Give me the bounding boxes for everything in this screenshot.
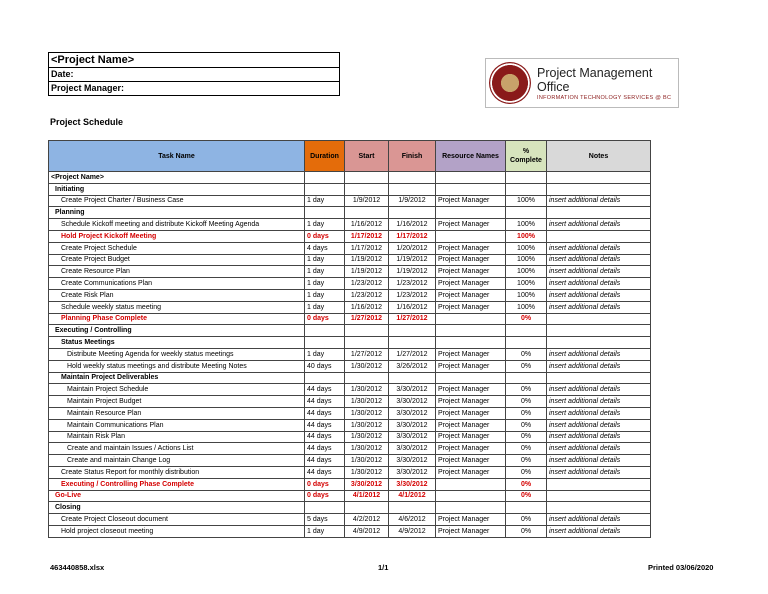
cell-finish[interactable]: 1/19/2012	[389, 254, 436, 266]
cell-start[interactable]: 4/1/2012	[345, 490, 389, 502]
cell-notes[interactable]	[547, 183, 651, 195]
cell-notes[interactable]	[547, 372, 651, 384]
cell-start[interactable]: 1/23/2012	[345, 278, 389, 290]
table-row[interactable]	[49, 360, 651, 372]
cell-task-name[interactable]: Distribute Meeting Agenda for weekly status meetings	[49, 348, 305, 360]
cell-percent-complete[interactable]	[506, 325, 547, 337]
cell-percent-complete[interactable]: 0%	[506, 396, 547, 408]
cell-start[interactable]: 1/23/2012	[345, 289, 389, 301]
cell-duration[interactable]: 44 days	[305, 455, 345, 467]
cell-resource[interactable]: Project Manager	[436, 360, 506, 372]
cell-resource[interactable]: Project Manager	[436, 455, 506, 467]
cell-notes[interactable]	[547, 478, 651, 490]
cell-duration[interactable]	[305, 502, 345, 514]
cell-start[interactable]: 1/30/2012	[345, 443, 389, 455]
cell-duration[interactable]: 1 day	[305, 348, 345, 360]
cell-task-name[interactable]: Create Project Closeout document	[49, 514, 305, 526]
cell-duration[interactable]: 44 days	[305, 431, 345, 443]
cell-notes[interactable]: insert additional details	[547, 419, 651, 431]
cell-start[interactable]: 1/16/2012	[345, 301, 389, 313]
cell-duration[interactable]	[305, 172, 345, 184]
cell-resource[interactable]: Project Manager	[436, 348, 506, 360]
cell-notes[interactable]	[547, 490, 651, 502]
cell-finish[interactable]: 1/16/2012	[389, 219, 436, 231]
cell-start[interactable]: 1/27/2012	[345, 348, 389, 360]
cell-duration[interactable]: 44 days	[305, 443, 345, 455]
cell-percent-complete[interactable]: 0%	[506, 431, 547, 443]
col-start[interactable]: Start	[345, 141, 389, 172]
cell-duration[interactable]: 44 days	[305, 384, 345, 396]
cell-finish[interactable]: 1/23/2012	[389, 278, 436, 290]
cell-notes[interactable]: insert additional details	[547, 396, 651, 408]
cell-notes[interactable]: insert additional details	[547, 289, 651, 301]
cell-finish[interactable]	[389, 183, 436, 195]
project-manager-field: Project Manager:	[51, 83, 125, 93]
cell-start[interactable]: 1/27/2012	[345, 313, 389, 325]
cell-duration[interactable]: 40 days	[305, 360, 345, 372]
cell-task-name[interactable]: Create and maintain Change Log	[49, 455, 305, 467]
table-row[interactable]	[49, 455, 651, 467]
cell-percent-complete[interactable]: 0%	[506, 419, 547, 431]
table-row[interactable]	[49, 301, 651, 313]
cell-finish[interactable]: 3/30/2012	[389, 384, 436, 396]
cell-duration[interactable]	[305, 207, 345, 219]
cell-start[interactable]: 1/30/2012	[345, 455, 389, 467]
date-field: Date:	[49, 68, 339, 82]
cell-resource[interactable]: Project Manager	[436, 525, 506, 537]
table-row[interactable]	[49, 419, 651, 431]
cell-finish[interactable]	[389, 372, 436, 384]
table-row[interactable]	[49, 278, 651, 290]
cell-percent-complete[interactable]: 100%	[506, 301, 547, 313]
table-row[interactable]	[49, 478, 651, 490]
schedule-title: Project Schedule	[50, 117, 124, 127]
cell-percent-complete[interactable]: 100%	[506, 219, 547, 231]
cell-duration[interactable]	[305, 183, 345, 195]
table-row[interactable]	[49, 207, 651, 219]
cell-duration[interactable]: 44 days	[305, 407, 345, 419]
cell-percent-complete[interactable]: 100%	[506, 254, 547, 266]
cell-notes[interactable]	[547, 313, 651, 325]
col-percent-complete[interactable]: % Complete	[506, 141, 547, 172]
cell-notes[interactable]: insert additional details	[547, 301, 651, 313]
cell-duration[interactable]	[305, 372, 345, 384]
cell-percent-complete[interactable]: 0%	[506, 313, 547, 325]
cell-percent-complete[interactable]	[506, 183, 547, 195]
cell-notes[interactable]: insert additional details	[547, 525, 651, 537]
cell-start[interactable]: 1/19/2012	[345, 266, 389, 278]
cell-notes[interactable]: insert additional details	[547, 254, 651, 266]
cell-notes[interactable]	[547, 502, 651, 514]
cell-duration[interactable]: 1 day	[305, 219, 345, 231]
cell-start[interactable]	[345, 372, 389, 384]
cell-percent-complete[interactable]: 100%	[506, 289, 547, 301]
cell-notes[interactable]: insert additional details	[547, 348, 651, 360]
cell-task-name[interactable]: Go-Live	[49, 490, 305, 502]
pmo-logo	[485, 58, 679, 108]
cell-start[interactable]: 1/30/2012	[345, 360, 389, 372]
table-row[interactable]	[49, 183, 651, 195]
cell-start[interactable]: 1/9/2012	[345, 195, 389, 207]
table-row[interactable]	[49, 195, 651, 207]
cell-duration[interactable]: 1 day	[305, 195, 345, 207]
cell-task-name[interactable]: Maintain Resource Plan	[49, 407, 305, 419]
cell-task-name[interactable]: Create Project Charter / Business Case	[49, 195, 305, 207]
cell-duration[interactable]: 5 days	[305, 514, 345, 526]
cell-task-name[interactable]: Status Meetings	[49, 337, 305, 349]
cell-task-name[interactable]: Create Project Budget	[49, 254, 305, 266]
cell-task-name[interactable]: Create and maintain Issues / Actions List	[49, 443, 305, 455]
cell-task-name[interactable]: Create Resource Plan	[49, 266, 305, 278]
table-row[interactable]	[49, 431, 651, 443]
cell-percent-complete[interactable]: 0%	[506, 455, 547, 467]
table-row[interactable]	[49, 502, 651, 514]
cell-task-name[interactable]: Planning	[49, 207, 305, 219]
cell-notes[interactable]: insert additional details	[547, 443, 651, 455]
cell-finish[interactable]	[389, 337, 436, 349]
cell-resource[interactable]	[436, 502, 506, 514]
table-row[interactable]	[49, 466, 651, 478]
cell-finish[interactable]: 4/1/2012	[389, 490, 436, 502]
col-finish[interactable]: Finish	[389, 141, 436, 172]
cell-percent-complete[interactable]	[506, 502, 547, 514]
cell-task-name[interactable]: Maintain Project Schedule	[49, 384, 305, 396]
project-name-field: <Project Name>	[49, 53, 339, 68]
table-row[interactable]	[49, 254, 651, 266]
cell-resource[interactable]: Project Manager	[436, 443, 506, 455]
logo-subtitle: INFORMATION TECHNOLOGY SERVICES @ BC	[537, 94, 672, 101]
cell-duration[interactable]: 0 days	[305, 230, 345, 242]
cell-finish[interactable]: 1/23/2012	[389, 289, 436, 301]
cell-start[interactable]: 4/9/2012	[345, 525, 389, 537]
footer-printed-date: Printed 03/06/2020	[648, 563, 714, 572]
cell-notes[interactable]: insert additional details	[547, 431, 651, 443]
cell-notes[interactable]: insert additional details	[547, 266, 651, 278]
cell-resource[interactable]	[436, 490, 506, 502]
cell-start[interactable]: 1/30/2012	[345, 384, 389, 396]
cell-task-name[interactable]: Initiating	[49, 183, 305, 195]
cell-task-name[interactable]: Hold weekly status meetings and distribute Meeting Notes	[49, 360, 305, 372]
cell-percent-complete[interactable]: 0%	[506, 443, 547, 455]
cell-duration[interactable]: 1 day	[305, 289, 345, 301]
cell-resource[interactable]: Project Manager	[436, 242, 506, 254]
cell-duration[interactable]: 1 day	[305, 254, 345, 266]
cell-start[interactable]: 1/17/2012	[345, 230, 389, 242]
cell-start[interactable]	[345, 325, 389, 337]
cell-task-name[interactable]: Hold project closeout meeting	[49, 525, 305, 537]
table-row[interactable]	[49, 372, 651, 384]
cell-start[interactable]: 1/30/2012	[345, 431, 389, 443]
cell-start[interactable]	[345, 183, 389, 195]
cell-resource[interactable]: Project Manager	[436, 301, 506, 313]
cell-resource[interactable]: Project Manager	[436, 278, 506, 290]
cell-notes[interactable]: insert additional details	[547, 219, 651, 231]
cell-percent-complete[interactable]: 100%	[506, 242, 547, 254]
cell-task-name[interactable]: Maintain Project Deliverables	[49, 372, 305, 384]
table-row[interactable]	[49, 289, 651, 301]
cell-finish[interactable]: 3/30/2012	[389, 407, 436, 419]
cell-notes[interactable]: insert additional details	[547, 278, 651, 290]
cell-duration[interactable]: 0 days	[305, 478, 345, 490]
cell-finish[interactable]: 1/16/2012	[389, 301, 436, 313]
cell-percent-complete[interactable]: 0%	[506, 525, 547, 537]
cell-start[interactable]	[345, 502, 389, 514]
cell-task-name[interactable]: <Project Name>	[49, 172, 305, 184]
cell-task-name[interactable]: Create Risk Plan	[49, 289, 305, 301]
cell-duration[interactable]	[305, 325, 345, 337]
cell-notes[interactable]	[547, 172, 651, 184]
cell-duration[interactable]	[305, 337, 345, 349]
cell-task-name[interactable]: Executing / Controlling	[49, 325, 305, 337]
cell-notes[interactable]	[547, 325, 651, 337]
cell-percent-complete[interactable]	[506, 172, 547, 184]
table-row[interactable]	[49, 172, 651, 184]
cell-resource[interactable]: Project Manager	[436, 384, 506, 396]
cell-task-name[interactable]: Maintain Risk Plan	[49, 431, 305, 443]
cell-notes[interactable]: insert additional details	[547, 407, 651, 419]
cell-notes[interactable]: insert additional details	[547, 455, 651, 467]
cell-duration[interactable]: 1 day	[305, 278, 345, 290]
cell-resource[interactable]: Project Manager	[436, 254, 506, 266]
cell-finish[interactable]: 3/30/2012	[389, 455, 436, 467]
cell-finish[interactable]: 3/30/2012	[389, 396, 436, 408]
cell-notes[interactable]: insert additional details	[547, 384, 651, 396]
cell-notes[interactable]: insert additional details	[547, 195, 651, 207]
cell-finish[interactable]: 3/30/2012	[389, 419, 436, 431]
college-seal-icon	[489, 62, 531, 104]
col-task-name[interactable]: Task Name	[49, 141, 305, 172]
cell-notes[interactable]	[547, 230, 651, 242]
cell-start[interactable]: 4/2/2012	[345, 514, 389, 526]
table-row[interactable]	[49, 348, 651, 360]
cell-resource[interactable]	[436, 325, 506, 337]
cell-duration[interactable]: 44 days	[305, 419, 345, 431]
cell-resource[interactable]: Project Manager	[436, 266, 506, 278]
cell-resource[interactable]: Project Manager	[436, 431, 506, 443]
table-row[interactable]	[49, 443, 651, 455]
cell-finish[interactable]: 1/19/2012	[389, 266, 436, 278]
table-row[interactable]	[49, 407, 651, 419]
cell-notes[interactable]	[547, 337, 651, 349]
cell-task-name[interactable]: Schedule weekly status meeting	[49, 301, 305, 313]
cell-resource[interactable]	[436, 183, 506, 195]
cell-resource[interactable]	[436, 172, 506, 184]
table-row[interactable]	[49, 514, 651, 526]
table-row[interactable]	[49, 396, 651, 408]
cell-start[interactable]: 1/17/2012	[345, 242, 389, 254]
table-row[interactable]	[49, 525, 651, 537]
cell-finish[interactable]: 3/30/2012	[389, 478, 436, 490]
col-duration[interactable]: Duration	[305, 141, 345, 172]
cell-resource[interactable]	[436, 372, 506, 384]
cell-duration[interactable]: 1 day	[305, 525, 345, 537]
footer-page: 1/1	[378, 563, 389, 572]
cell-task-name[interactable]: Schedule Kickoff meeting and distribute Kickoff Meeting Agenda	[49, 219, 305, 231]
cell-start[interactable]: 3/30/2012	[345, 478, 389, 490]
table-row[interactable]	[49, 490, 651, 502]
cell-start[interactable]: 1/30/2012	[345, 396, 389, 408]
cell-start[interactable]	[345, 207, 389, 219]
cell-percent-complete[interactable]	[506, 207, 547, 219]
cell-finish[interactable]	[389, 502, 436, 514]
project-info-box	[48, 52, 340, 96]
cell-resource[interactable]	[436, 230, 506, 242]
cell-task-name[interactable]: Create Project Schedule	[49, 242, 305, 254]
cell-notes[interactable]: insert additional details	[547, 242, 651, 254]
cell-notes[interactable]: insert additional details	[547, 514, 651, 526]
cell-resource[interactable]	[436, 337, 506, 349]
cell-finish[interactable]: 4/9/2012	[389, 525, 436, 537]
cell-percent-complete[interactable]: 0%	[506, 360, 547, 372]
cell-percent-complete[interactable]: 0%	[506, 407, 547, 419]
cell-task-name[interactable]: Maintain Project Budget	[49, 396, 305, 408]
table-row[interactable]	[49, 313, 651, 325]
cell-finish[interactable]	[389, 172, 436, 184]
cell-start[interactable]: 1/19/2012	[345, 254, 389, 266]
cell-finish[interactable]: 1/20/2012	[389, 242, 436, 254]
cell-notes[interactable]	[547, 207, 651, 219]
cell-task-name[interactable]: Hold Project Kickoff Meeting	[49, 230, 305, 242]
cell-finish[interactable]: 3/30/2012	[389, 443, 436, 455]
table-row[interactable]	[49, 242, 651, 254]
cell-finish[interactable]	[389, 207, 436, 219]
cell-duration[interactable]: 0 days	[305, 490, 345, 502]
cell-percent-complete[interactable]: 100%	[506, 278, 547, 290]
cell-resource[interactable]: Project Manager	[436, 289, 506, 301]
cell-task-name[interactable]: Closing	[49, 502, 305, 514]
col-resource-names[interactable]: Resource Names	[436, 141, 506, 172]
cell-duration[interactable]: 4 days	[305, 242, 345, 254]
cell-start[interactable]	[345, 337, 389, 349]
cell-finish[interactable]: 3/26/2012	[389, 360, 436, 372]
cell-duration[interactable]: 1 day	[305, 301, 345, 313]
col-notes[interactable]: Notes	[547, 141, 651, 172]
cell-percent-complete[interactable]: 0%	[506, 384, 547, 396]
schedule-table	[48, 140, 651, 538]
cell-duration[interactable]: 44 days	[305, 396, 345, 408]
cell-resource[interactable]: Project Manager	[436, 219, 506, 231]
cell-percent-complete[interactable]: 0%	[506, 490, 547, 502]
table-row[interactable]	[49, 384, 651, 396]
cell-percent-complete[interactable]: 0%	[506, 466, 547, 478]
cell-resource[interactable]	[436, 478, 506, 490]
cell-percent-complete[interactable]: 0%	[506, 348, 547, 360]
cell-percent-complete[interactable]	[506, 337, 547, 349]
header-row	[49, 141, 651, 172]
cell-start[interactable]: 1/30/2012	[345, 407, 389, 419]
table-row[interactable]	[49, 230, 651, 242]
cell-start[interactable]	[345, 172, 389, 184]
cell-duration[interactable]: 0 days	[305, 313, 345, 325]
cell-percent-complete[interactable]: 0%	[506, 514, 547, 526]
cell-resource[interactable]: Project Manager	[436, 407, 506, 419]
cell-finish[interactable]: 3/30/2012	[389, 431, 436, 443]
footer-filename: 463440858.xlsx	[50, 563, 105, 572]
cell-task-name[interactable]: Executing / Controlling Phase Complete	[49, 478, 305, 490]
cell-duration[interactable]: 1 day	[305, 266, 345, 278]
cell-resource[interactable]	[436, 313, 506, 325]
cell-task-name[interactable]: Create Communications Plan	[49, 278, 305, 290]
cell-finish[interactable]: 1/27/2012	[389, 348, 436, 360]
cell-task-name[interactable]: Maintain Communications Plan	[49, 419, 305, 431]
cell-start[interactable]: 1/30/2012	[345, 466, 389, 478]
cell-start[interactable]: 1/30/2012	[345, 419, 389, 431]
cell-duration[interactable]: 44 days	[305, 466, 345, 478]
cell-task-name[interactable]: Create Status Report for monthly distribution	[49, 466, 305, 478]
logo-title: Project Management Office	[537, 65, 653, 94]
cell-resource[interactable]: Project Manager	[436, 514, 506, 526]
table-row[interactable]	[49, 325, 651, 337]
cell-resource[interactable]: Project Manager	[436, 195, 506, 207]
cell-notes[interactable]: insert additional details	[547, 360, 651, 372]
cell-finish[interactable]: 1/17/2012	[389, 230, 436, 242]
cell-finish[interactable]: 1/9/2012	[389, 195, 436, 207]
cell-resource[interactable]: Project Manager	[436, 396, 506, 408]
table-row[interactable]	[49, 337, 651, 349]
cell-start[interactable]: 1/16/2012	[345, 219, 389, 231]
cell-resource[interactable]	[436, 207, 506, 219]
cell-percent-complete[interactable]: 0%	[506, 478, 547, 490]
table-row[interactable]	[49, 266, 651, 278]
cell-percent-complete[interactable]: 100%	[506, 230, 547, 242]
table-row[interactable]	[49, 219, 651, 231]
cell-percent-complete[interactable]: 100%	[506, 266, 547, 278]
cell-finish[interactable]: 4/6/2012	[389, 514, 436, 526]
cell-percent-complete[interactable]	[506, 372, 547, 384]
cell-percent-complete[interactable]: 100%	[506, 195, 547, 207]
cell-notes[interactable]: insert additional details	[547, 466, 651, 478]
cell-finish[interactable]: 1/27/2012	[389, 313, 436, 325]
cell-finish[interactable]	[389, 325, 436, 337]
cell-finish[interactable]: 3/30/2012	[389, 466, 436, 478]
cell-resource[interactable]: Project Manager	[436, 466, 506, 478]
cell-task-name[interactable]: Planning Phase Complete	[49, 313, 305, 325]
cell-resource[interactable]: Project Manager	[436, 419, 506, 431]
